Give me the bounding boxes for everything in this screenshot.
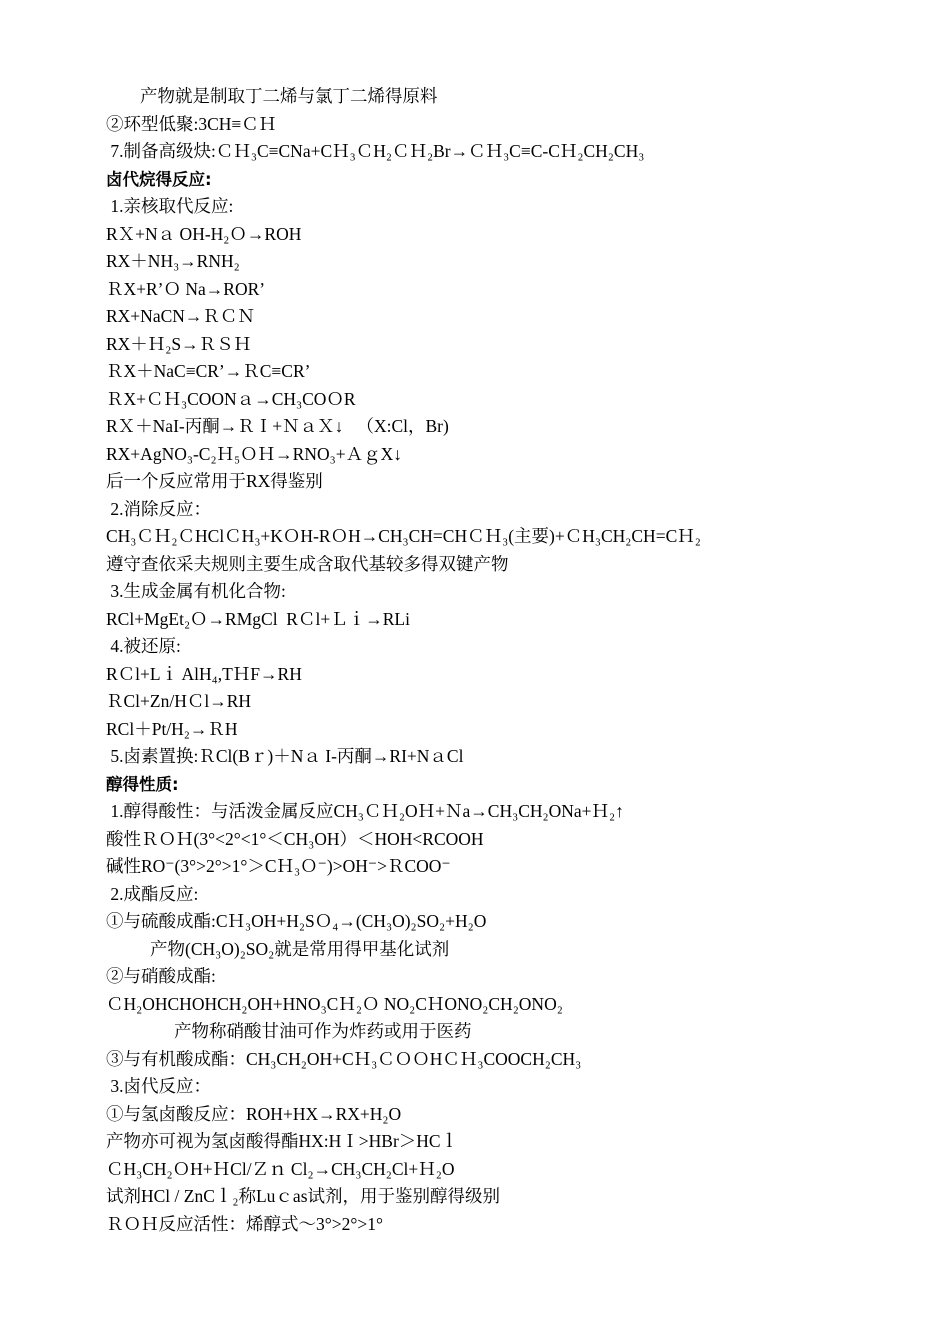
section-heading: 醇得性质: [106, 774, 179, 794]
text-line: ②环型低聚:3CH≡ＣＨ [106, 113, 277, 134]
text-line: 产物亦可视为氢卤酸得酯HX:HＩ>HBr＞HCｌ [106, 1131, 459, 1151]
text-line: 3.生成金属有机化合物: [106, 581, 286, 601]
text-line: 2.消除反应： [106, 498, 211, 519]
text-line: RCl＋Pt/H₂→ＲH [106, 718, 238, 739]
text-line: ①与氢卤酸反应：ROH+HX→RX+H₂O [106, 1103, 402, 1124]
text-line: ＣH₃CH₂ＯH+ＨCl/Ｚｎ Cl₂→CH₃CH₂Cl+Ｈ₂O [106, 1158, 455, 1179]
document-body [106, 83, 906, 1238]
text-line: ②与硝酸成酯: [106, 966, 216, 986]
text-line: 产物称硝酸甘油可作为炸药或用于医药 [174, 1021, 472, 1041]
text-line: RＣl+Lｉ AlH₄,TＨF→RH [106, 663, 302, 684]
text-line: 1.醇得酸性：与活泼金属反应CH₃ＣＨ₂OＨ+Ｎa→CH₃CH₂ONa+Ｈ₂↑ [106, 801, 624, 821]
text-line: 碱性RO⁻(3°>2°>1°＞CＨ₃Ｏ⁻)>OH⁻>ＲCOO⁻ [106, 856, 451, 876]
text-line: 试剂HCl / ZnCｌ₂称Luｃas试剂，用于鉴别醇得级别 [106, 1186, 501, 1206]
text-line: 产物就是制取丁二烯与氯丁二烯得原料 [140, 86, 438, 106]
text-line: RCl+MgEt₂Ｏ→RMgCl RＣl+Ｌｉ→RLi [106, 608, 410, 629]
text-line: 2.成酯反应: [106, 883, 199, 904]
text-line: RX＋Ｈ₂S→ＲＳＨ [106, 333, 252, 354]
text-line: ＲX＋NaC≡CR’→ＲC≡CR’ [106, 361, 311, 381]
text-line: CH₃ＣＨ₂ＣHClＣH₃+KＯH-RＯH→CH₃CH=CHＣＨ₃(主要)+ＣH₃CH₂CH=CＨ₂ [106, 526, 701, 546]
text-line: ＲCl+Zn/HＣl→RH [106, 691, 252, 711]
text-line: 后一个反应常用于RX得鉴别 [106, 471, 323, 491]
text-line: ＣH₂OHCHOHCH₂OH+HNO₃CＨ₂Ｏ NO₂CＨONO₂CH₂ONO₂ [106, 993, 563, 1014]
text-line: ＲX+R’Ｏ Na→ROR’ [106, 278, 266, 299]
text-line: ①与硫酸成酯:CＨ₃OH+H₂SＯ₄→(CH₃O)₂SO₂+H₂O [106, 911, 487, 931]
text-line: RＸ+Nａ OH-H₂Ｏ→ROH [106, 223, 302, 244]
text-line: RＸ＋NaI-丙酮→ＲＩ+ＮａＸ↓ （X:Cl，Br) [106, 416, 449, 436]
text-line: 5.卤素置换:ＲCl(Bｒ)＋Nａ I-丙酮→RI+NａCl [106, 746, 464, 766]
text-line: 遵守查依采夫规则主要生成含取代基较多得双键产物 [106, 553, 509, 574]
text-line: 4.被还原: [106, 636, 181, 656]
text-line: ＲＯＨ反应活性：烯醇式～3°>2°>1° [106, 1213, 383, 1234]
text-line: 7.制备高级炔:ＣＨ₃C≡CNa+CＨ₃ＣH₂ＣＨ₂Br→ＣＨ₃C≡C-CＨ₂CH₂CH₃ [106, 141, 645, 161]
text-line: 3.卤代反应： [106, 1076, 211, 1096]
text-line: RX+NaCN→ＲＣＮ [106, 306, 255, 326]
text-line: RX＋NH₃→RNH₂ [106, 251, 240, 271]
text-line: ③与有机酸成酯：CH₃CH₂OH+CＨ₃ＣＯＯHＣＨ₃COOCH₂CH₃ [106, 1048, 582, 1069]
text-line: 产物(CH₃O)₂SO₂就是常用得甲基化试剂 [150, 938, 450, 959]
text-line: 酸性ＲＯＨ(3°<2°<1°＜CH₃OH）＜HOH<RCOOH [106, 828, 484, 849]
text-line: 1.亲核取代反应: [106, 196, 234, 216]
text-line: ＲX+ＣＨ₃COONａ→CH₃COＯR [106, 388, 356, 409]
section-heading: 卤代烷得反应: [106, 169, 212, 189]
text-line: RX+AgNO₃-C₂Ｈ₅ＯＨ→RNO₃+ＡｇX↓ [106, 443, 402, 464]
